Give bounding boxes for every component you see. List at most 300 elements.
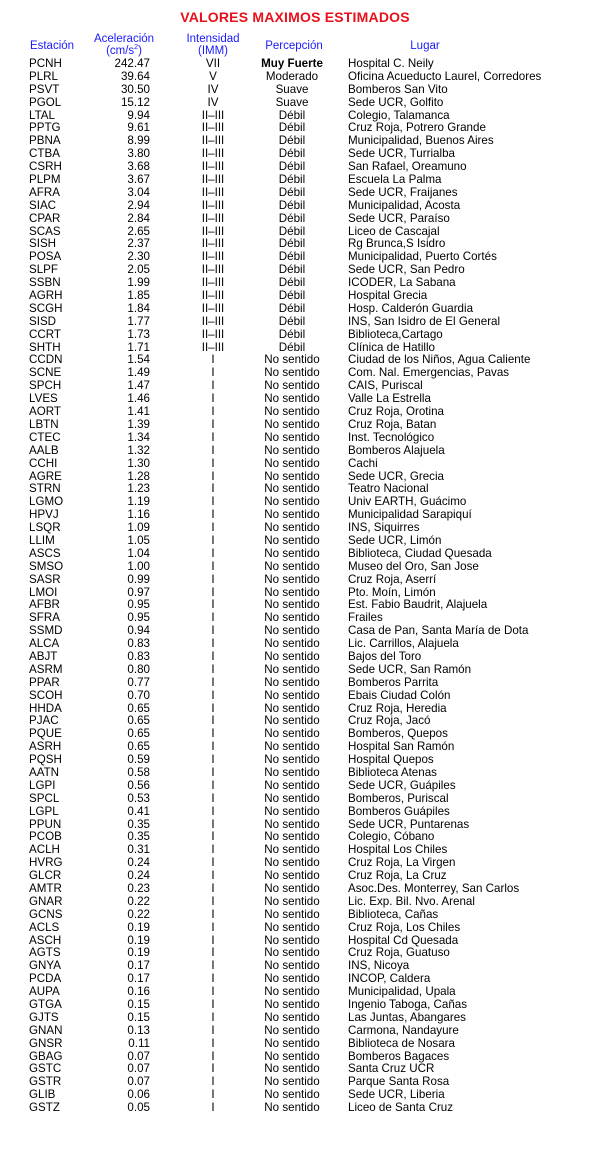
station-code: ASCH (29, 933, 62, 947)
perception-value: No sentido (264, 482, 320, 496)
intensity-value: I (211, 469, 215, 483)
acceleration-value: 30.50 (120, 82, 150, 96)
place-name: Bomberos Guápiles (348, 804, 450, 818)
place-name: Cruz Roja, Jacó (348, 714, 431, 728)
intensity-value: I (211, 830, 215, 844)
perception-value: No sentido (264, 714, 320, 728)
perception-value: Débil (278, 250, 306, 264)
acceleration-value: 1.73 (127, 327, 150, 341)
place-name: Museo del Oro, San Jose (348, 559, 479, 573)
place-name: Sede UCR, Puntarenas (348, 817, 470, 831)
table-row (0, 316, 590, 329)
intensity-value: I (211, 804, 215, 818)
place-name: Colegio, Cóbano (348, 830, 435, 844)
place-name: Sede UCR, Liberia (348, 1088, 445, 1102)
place-name: Pto. Moín, Limón (348, 585, 436, 599)
perception-value: No sentido (264, 533, 320, 547)
perception-value: No sentido (264, 946, 320, 960)
intensity-value: I (211, 624, 215, 638)
intensity-value: I (211, 392, 215, 406)
acceleration-value: 0.59 (127, 753, 150, 767)
perception-value: No sentido (264, 882, 320, 895)
perception-value: No sentido (264, 1049, 320, 1063)
place-name: San Rafael, Oreamuno (348, 160, 467, 174)
table-row (0, 651, 590, 664)
station-code: PGOL (29, 95, 62, 109)
intensity-value: I (211, 598, 215, 612)
perception-value: No sentido (264, 392, 320, 406)
place-name: Frailes (348, 611, 383, 625)
place-name: Inst. Tecnológico (348, 430, 435, 444)
place-name: Est. Fabio Baudrit, Alajuela (348, 598, 488, 612)
table-row (0, 187, 590, 200)
perception-value: Débil (278, 263, 306, 277)
intensity-value: I (211, 856, 215, 870)
perception-value: Débil (278, 301, 306, 315)
acceleration-value: 1.99 (127, 276, 150, 290)
place-name: INS, Nicoya (348, 959, 410, 973)
page-title: VALORES MAXIMOS ESTIMADOS (180, 9, 410, 25)
intensity-value: I (211, 495, 215, 509)
place-name: Hospital Los Chiles (348, 843, 448, 857)
station-code: SFRA (29, 611, 60, 625)
intensity-value: II–III (201, 147, 225, 161)
intensity-value: I (211, 572, 215, 586)
perception-value: No sentido (264, 662, 320, 676)
intensity-value: I (211, 882, 215, 895)
acceleration-value: 0.07 (127, 1062, 150, 1076)
place-name: Oficina Acueducto Laurel, Corredores (348, 69, 542, 83)
acceleration-value: 0.15 (127, 998, 150, 1012)
acceleration-value: 15.12 (120, 95, 150, 109)
place-name: INS, Siquirres (348, 521, 420, 535)
perception-value: No sentido (264, 379, 320, 393)
perception-value: No sentido (264, 1036, 320, 1050)
intensity-value: IV (207, 95, 219, 109)
acceleration-value: 0.97 (127, 585, 150, 599)
perception-value: No sentido (264, 559, 320, 573)
acceleration-value: 3.04 (127, 185, 150, 199)
place-name: Cruz Roja, Potrero Grande (348, 121, 486, 135)
intensity-value: II–III (201, 340, 225, 354)
intensity-value: I (211, 611, 215, 625)
acceleration-value: 0.11 (128, 1036, 150, 1050)
header-lugar (390, 40, 460, 52)
perception-value: Débil (278, 314, 306, 328)
header-intensidad-line1: Intensidad (186, 33, 240, 45)
table-row (0, 213, 590, 226)
header-aceleracion-line1: Aceleración (93, 33, 155, 45)
station-code: SPCH (29, 379, 62, 393)
table-row (0, 419, 590, 432)
station-code: ALCA (29, 637, 60, 651)
station-code: ACLH (29, 843, 60, 857)
place-name: Escuela La Palma (348, 173, 442, 187)
table-row (0, 445, 590, 458)
acceleration-value: 0.15 (127, 1010, 150, 1024)
acceleration-value: 3.80 (127, 147, 150, 161)
perception-value: No sentido (264, 1023, 320, 1037)
intensity-value: II–III (201, 108, 225, 122)
perception-value: No sentido (264, 675, 320, 689)
intensity-value: II–III (201, 224, 225, 238)
station-code: LGMO (29, 495, 64, 509)
table-row (0, 84, 590, 97)
header-percepcion (250, 40, 338, 52)
table-row (0, 574, 590, 587)
perception-value: No sentido (264, 572, 320, 586)
perception-value: Débil (278, 121, 306, 135)
station-code: PQSH (29, 753, 62, 767)
station-code: PBNA (29, 134, 61, 148)
intensity-value: I (211, 1010, 215, 1024)
station-code: LSQR (29, 521, 61, 535)
table-row (0, 174, 590, 187)
intensity-value: I (211, 443, 215, 457)
acceleration-value: 0.06 (127, 1088, 150, 1102)
table-row (0, 793, 590, 806)
station-code: ACLS (29, 920, 60, 934)
intensity-value: I (211, 1023, 215, 1037)
station-code: GBAG (29, 1049, 63, 1063)
acceleration-value: 1.30 (127, 456, 150, 470)
place-name: Com. Nal. Emergencias, Pavas (348, 366, 510, 380)
station-code: LGPL (29, 804, 59, 818)
table-row (0, 406, 590, 419)
acceleration-value: 0.07 (127, 1075, 150, 1089)
intensity-value: I (211, 894, 215, 908)
table-row (0, 200, 590, 213)
table-row (0, 458, 590, 471)
intensity-value: II–III (201, 198, 225, 212)
header-percepcion-label: Percepción (265, 40, 323, 52)
intensity-value: II–III (201, 237, 225, 251)
perception-value: Débil (278, 340, 306, 354)
place-name: Bomberos San Vito (348, 82, 448, 96)
acceleration-value: 0.23 (127, 882, 150, 895)
station-code: CCRT (29, 327, 61, 341)
intensity-value: I (211, 1075, 215, 1089)
station-code: GNSR (29, 1036, 63, 1050)
place-name: Biblioteca, Cañas (348, 907, 439, 921)
acceleration-value: 0.65 (127, 714, 150, 728)
intensity-value: II–III (201, 160, 225, 174)
station-code: AATN (29, 765, 60, 779)
station-code: CTEC (29, 430, 61, 444)
intensity-value: I (211, 533, 215, 547)
acceleration-value: 0.07 (127, 1049, 150, 1063)
station-code: AGTS (29, 946, 61, 960)
place-name: Parque Santa Rosa (348, 1075, 450, 1089)
station-code: PSVT (29, 82, 60, 96)
station-code: LVES (29, 392, 58, 406)
intensity-value: II–III (201, 173, 225, 187)
table-row (0, 535, 590, 548)
perception-value: Moderado (265, 69, 319, 83)
perception-value: No sentido (264, 804, 320, 818)
station-code: SCOH (29, 688, 63, 702)
place-name: CAIS, Puriscal (348, 379, 423, 393)
intensity-value: II–III (201, 327, 225, 341)
intensity-value: I (211, 1088, 215, 1102)
perception-value: No sentido (264, 778, 320, 792)
place-name: Las Juntas, Abangares (348, 1010, 466, 1024)
intensity-value: I (211, 508, 215, 522)
place-name: Bomberos Alajuela (348, 443, 445, 457)
perception-value: No sentido (264, 624, 320, 638)
acceleration-value: 0.16 (127, 985, 150, 999)
place-name: Cruz Roja, Aserrí (348, 572, 437, 586)
place-name: Cruz Roja, Los Chiles (348, 920, 461, 934)
perception-value: No sentido (264, 830, 320, 844)
station-code: SCGH (29, 301, 63, 315)
place-name: Sede UCR, San Ramón (348, 662, 472, 676)
place-name: Valle La Estrella (348, 392, 431, 406)
place-name: Cruz Roja, Guatuso (348, 946, 450, 960)
perception-value: Muy Fuerte (261, 57, 323, 70)
station-code: GNAN (29, 1023, 63, 1037)
place-name: Liceo de Cascajal (348, 224, 440, 238)
acceleration-value: 0.17 (127, 959, 150, 973)
place-name: ICODER, La Sabana (348, 276, 456, 290)
station-code: LGPI (29, 778, 56, 792)
intensity-value: IV (207, 82, 219, 96)
acceleration-value: 1.54 (127, 353, 150, 367)
station-code: SCAS (29, 224, 61, 238)
acceleration-value: 0.94 (127, 624, 150, 638)
perception-value: No sentido (264, 701, 320, 715)
place-name: Clínica de Hatillo (348, 340, 435, 354)
place-name: Hosp. Calderón Guardia (348, 301, 474, 315)
place-name: Cruz Roja, La Cruz (348, 869, 447, 883)
station-code: LTAL (29, 108, 55, 122)
perception-value: No sentido (264, 907, 320, 921)
place-name: Biblioteca,Cartago (348, 327, 443, 341)
acceleration-value: 2.84 (127, 211, 150, 225)
acceleration-value: 0.24 (127, 856, 150, 870)
acceleration-value: 0.58 (127, 765, 150, 779)
perception-value: No sentido (264, 869, 320, 883)
place-name: Rg Brunca,S Isidro (348, 237, 446, 251)
station-code: PLRL (29, 69, 59, 83)
header-lugar-label: Lugar (410, 40, 440, 52)
perception-value: Débil (278, 289, 306, 303)
station-code: GLCR (29, 869, 62, 883)
perception-value: No sentido (264, 998, 320, 1012)
station-code: SMSO (29, 559, 64, 573)
table-row (0, 71, 590, 84)
acceleration-value: 0.24 (127, 869, 150, 883)
perception-value: No sentido (264, 598, 320, 612)
intensity-value: I (211, 637, 215, 651)
place-name: Sede UCR, San Pedro (348, 263, 465, 277)
station-code: PPUN (29, 817, 62, 831)
intensity-value: I (211, 456, 215, 470)
place-name: Asoc.Des. Monterrey, San Carlos (348, 882, 520, 895)
place-name: Bomberos Bagaces (348, 1049, 450, 1063)
header-estacion (22, 40, 82, 52)
intensity-value: I (211, 430, 215, 444)
intensity-value: II–III (201, 314, 225, 328)
intensity-value: I (211, 1101, 215, 1115)
table-row (0, 58, 590, 71)
table-row (0, 97, 590, 110)
place-name: Teatro Nacional (348, 482, 429, 496)
place-name: Biblioteca, Ciudad Quesada (348, 546, 492, 560)
intensity-value: I (211, 765, 215, 779)
place-name: Sede UCR, Paraíso (348, 211, 450, 225)
place-name: Sede UCR, Grecia (348, 469, 445, 483)
station-code: GSTZ (29, 1101, 60, 1115)
intensity-value: I (211, 985, 215, 999)
perception-value: No sentido (264, 366, 320, 380)
perception-value: No sentido (264, 430, 320, 444)
intensity-value: I (211, 817, 215, 831)
perception-value: Débil (278, 198, 306, 212)
perception-value: No sentido (264, 843, 320, 857)
intensity-value: I (211, 907, 215, 921)
place-name: Municipalidad, Acosta (348, 198, 461, 212)
intensity-value: I (211, 353, 215, 367)
acceleration-value: 1.16 (127, 508, 150, 522)
acceleration-value: 2.05 (127, 263, 150, 277)
station-code: CCHI (29, 456, 58, 470)
station-code: CPAR (29, 211, 61, 225)
station-code: AALB (29, 443, 59, 457)
acceleration-value: 0.95 (127, 598, 150, 612)
acceleration-value: 2.65 (127, 224, 150, 238)
station-code: ABJT (29, 649, 58, 663)
intensity-value: I (211, 920, 215, 934)
table-row (0, 561, 590, 574)
acceleration-value: 2.37 (127, 237, 150, 251)
table-row (0, 883, 590, 896)
intensity-value: I (211, 585, 215, 599)
place-name: Ciudad de los Niños, Agua Caliente (348, 353, 531, 367)
intensity-value: II–III (201, 211, 225, 225)
perception-value: No sentido (264, 417, 320, 431)
intensity-value: II–III (201, 134, 225, 148)
acceleration-value: 2.94 (127, 198, 150, 212)
station-code: LMOI (29, 585, 58, 599)
station-code: AFBR (29, 598, 60, 612)
station-code: AFRA (29, 185, 60, 199)
intensity-value: I (211, 701, 215, 715)
acceleration-value: 242.47 (114, 57, 150, 70)
perception-value: Débil (278, 134, 306, 148)
place-name: Bajos del Toro (348, 649, 422, 663)
intensity-value: I (211, 727, 215, 741)
intensity-value: II–III (201, 250, 225, 264)
station-code: LLIM (29, 533, 55, 547)
station-code: PCDA (29, 972, 62, 986)
table-row (0, 767, 590, 780)
station-code: CCDN (29, 353, 63, 367)
table-row (0, 690, 590, 703)
intensity-value: I (211, 417, 215, 431)
perception-value: No sentido (264, 920, 320, 934)
place-name: Municipalidad, Puerto Cortés (348, 250, 497, 264)
intensity-value: I (211, 959, 215, 973)
acceleration-value: 1.00 (127, 559, 150, 573)
place-name: Hospital Cd Quesada (348, 933, 459, 947)
acceleration-value: 0.65 (127, 701, 150, 715)
station-code: SSMD (29, 624, 63, 638)
place-name: Sede UCR, Fraijanes (348, 185, 458, 199)
acceleration-value: 1.47 (127, 379, 150, 393)
acceleration-value: 1.19 (127, 495, 150, 509)
intensity-value: I (211, 521, 215, 535)
intensity-value: I (211, 869, 215, 883)
perception-value: No sentido (264, 1088, 320, 1102)
place-name: Cachi (348, 456, 378, 470)
station-code: SPCL (29, 791, 60, 805)
perception-value: No sentido (264, 727, 320, 741)
place-name: INS, San Isidro de El General (348, 314, 501, 328)
station-code: CTBA (29, 147, 60, 161)
header-aceleracion-line2: $(cm/s^2)$ (106, 44, 142, 57)
table-row (0, 677, 590, 690)
perception-value: No sentido (264, 1075, 320, 1089)
table-row (0, 909, 590, 922)
station-code: POSA (29, 250, 62, 264)
place-name: Cruz Roja, La Virgen (348, 856, 456, 870)
table-row (0, 290, 590, 303)
station-code: ASRH (29, 740, 62, 754)
acceleration-value: 0.31 (127, 843, 150, 857)
place-name: Lic. Exp. Bil. Nvo. Arenal (348, 894, 475, 908)
acceleration-value: 0.19 (127, 920, 150, 934)
station-code: GSTR (29, 1075, 62, 1089)
station-code: AGRH (29, 289, 63, 303)
acceleration-value: 1.28 (127, 469, 150, 483)
perception-value: No sentido (264, 985, 320, 999)
acceleration-value: 0.35 (127, 830, 150, 844)
intensity-value: I (211, 546, 215, 560)
acceleration-value: 1.41 (127, 405, 150, 419)
station-code: SASR (29, 572, 61, 586)
acceleration-value: 0.13 (127, 1023, 150, 1037)
place-name: Municipalidad, Buenos Aires (348, 134, 494, 148)
intensity-value: I (211, 405, 215, 419)
perception-value: Débil (278, 147, 306, 161)
intensity-value: II–III (201, 121, 225, 135)
station-code: HVRG (29, 856, 63, 870)
place-name: Colegio, Talamanca (348, 108, 450, 122)
table-row (0, 303, 590, 316)
station-code: GNYA (29, 959, 61, 973)
perception-value: Débil (278, 108, 306, 122)
station-code: ASRM (29, 662, 63, 676)
place-name: Carmona, Nandayure (348, 1023, 459, 1037)
intensity-value: I (211, 998, 215, 1012)
acceleration-value: 1.46 (127, 392, 150, 406)
intensity-value: I (211, 675, 215, 689)
place-name: Bomberos, Quepos (348, 727, 448, 741)
acceleration-value: 1.05 (127, 533, 150, 547)
station-code: AORT (29, 405, 61, 419)
acceleration-value: 0.53 (127, 791, 150, 805)
acceleration-value: 2.30 (127, 250, 150, 264)
station-code: HPVJ (29, 508, 59, 522)
acceleration-value: 0.83 (127, 649, 150, 663)
perception-value: Débil (278, 327, 306, 341)
intensity-value: V (209, 69, 217, 83)
perception-value: No sentido (264, 456, 320, 470)
intensity-value: I (211, 662, 215, 676)
acceleration-value: 1.34 (127, 430, 150, 444)
place-name: Santa Cruz UCR (348, 1062, 435, 1076)
